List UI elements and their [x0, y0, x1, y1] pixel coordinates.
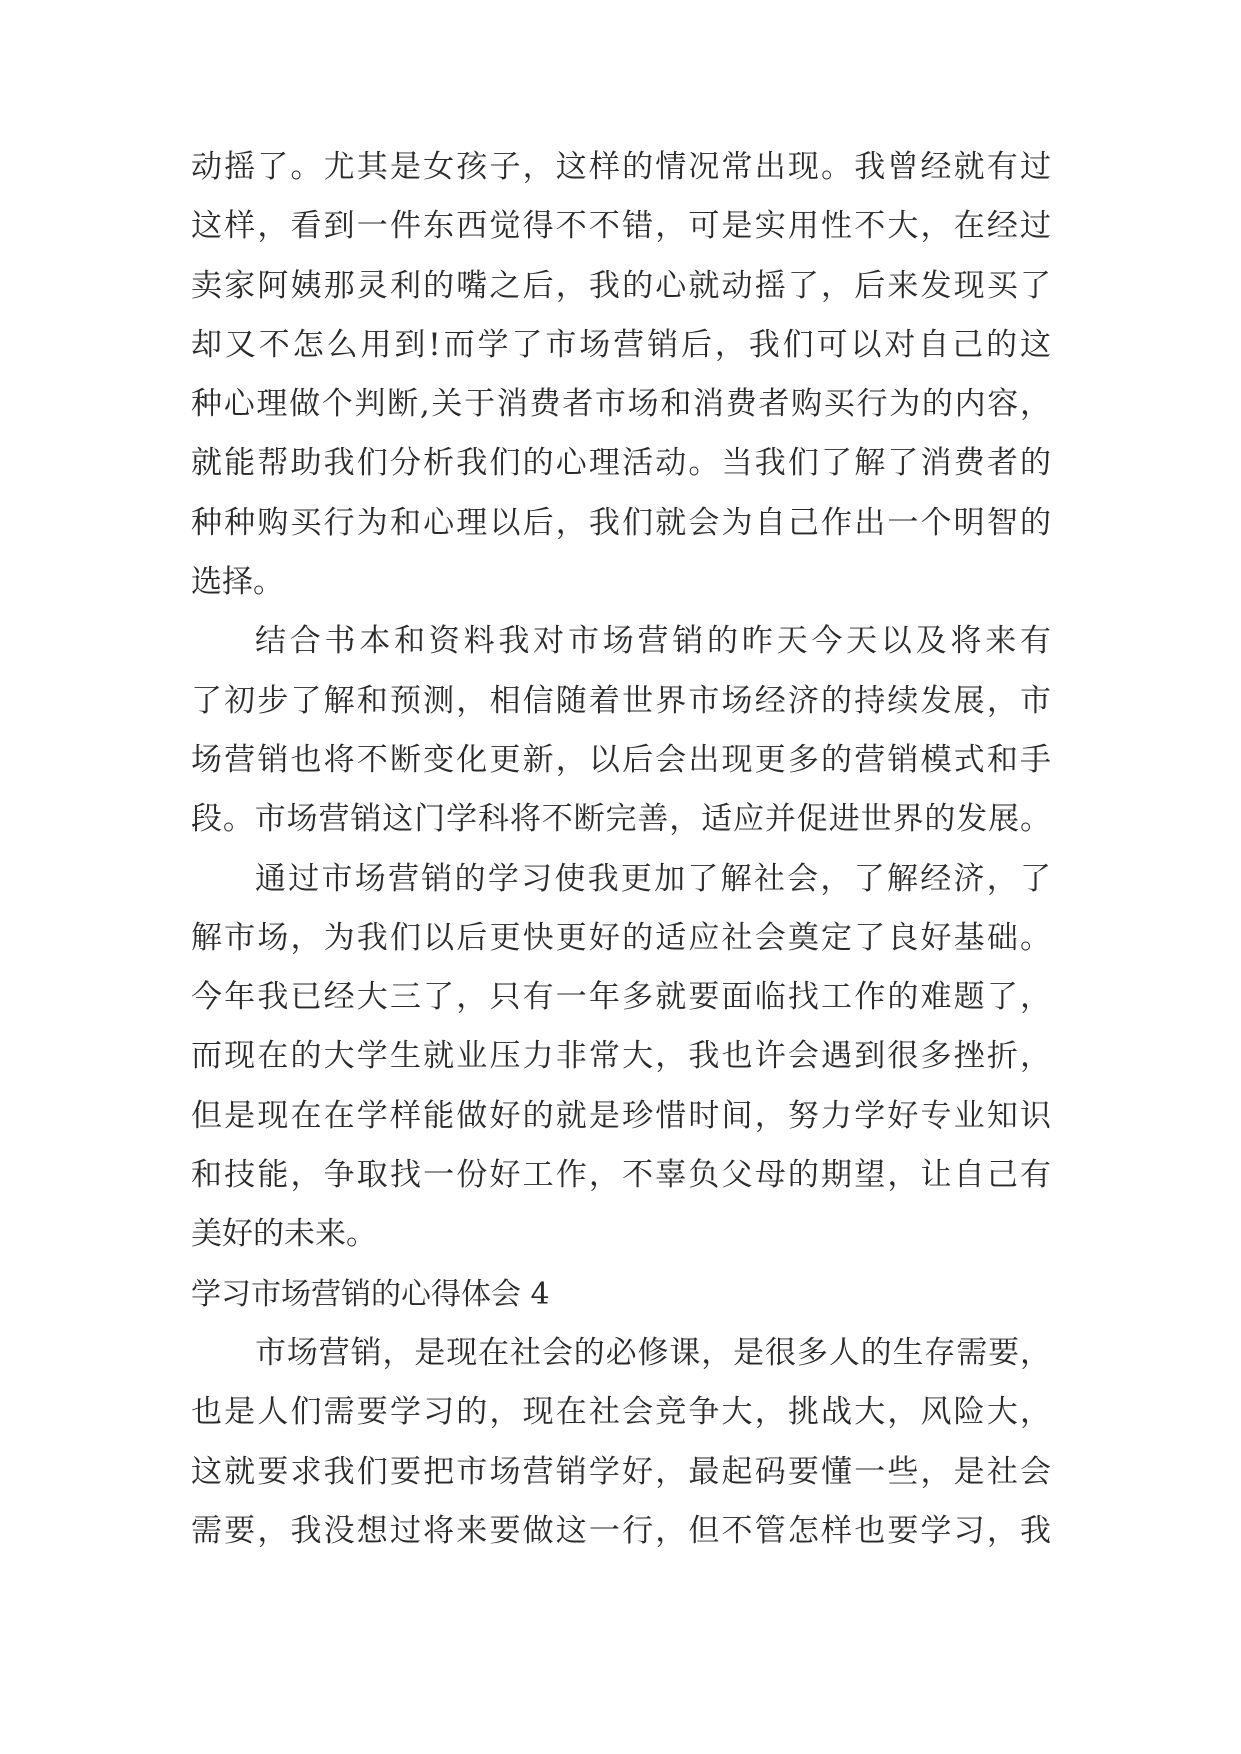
text-line: 却又不怎么用到!而学了市场营销后，我们可以对自己的这: [191, 326, 1051, 363]
section-heading: 学习市场营销的心得体会 4: [191, 1276, 550, 1312]
text-line: 通过市场营销的学习使我更加了解社会，了解经济，了: [255, 860, 1051, 897]
text-line: 但是现在在学样能做好的就是珍惜时间，努力学好专业知识: [191, 1097, 1051, 1134]
text-line: 市场营销，是现在社会的必修课，是很多人的生存需要，: [255, 1334, 1051, 1371]
text-line: 场营销也将不断变化更新，以后会出现更多的营销模式和手: [191, 741, 1051, 778]
text-line: 和技能，争取找一份好工作，不辜负父母的期望，让自己有: [191, 1157, 1051, 1194]
text-line: 今年我已经大三了，只有一年多就要面临找工作的难题了，: [191, 979, 1051, 1016]
text-line: 这就要求我们要把市场营销学好，最起码要懂一些，是社会: [191, 1453, 1051, 1490]
text-line: 段。市场营销这门学科将不断完善，适应并促进世界的发展。: [191, 801, 1051, 838]
text-line: 动摇了。尤其是女孩子，这样的情况常出现。我曾经就有过: [191, 149, 1051, 185]
text-line: 卖家阿姨那灵利的嘴之后，我的心就动摇了，后来发现买了: [191, 267, 1051, 304]
text-line: 种种购买行为和心理以后，我们就会为自己作出一个明智的: [191, 504, 1051, 541]
text-line: 需要，我没想过将来要做这一行，但不管怎样也要学习，我: [191, 1512, 1051, 1549]
text-line: 而现在的大学生就业压力非常大，我也许会遇到很多挫折，: [191, 1038, 1051, 1075]
text-line: 这样，看到一件东西觉得不不错，可是实用性不大，在经过: [191, 208, 1051, 245]
text-line: 就能帮助我们分析我们的心理活动。当我们了解了消费者的: [191, 445, 1051, 482]
text-line: 也是人们需要学习的，现在社会竞争大，挑战大，风险大，: [191, 1394, 1051, 1431]
text-line: 解市场，为我们以后更快更好的适应社会奠定了良好基础。: [191, 919, 1051, 956]
text-line: 美好的未来。: [191, 1216, 377, 1253]
body-text: [191, 138, 1051, 1561]
text-line: 选择。: [191, 564, 284, 601]
text-line: 结合书本和资料我对市场营销的昨天今天以及将来有: [255, 623, 1051, 660]
text-line: 了初步了解和预测，相信随着世界市场经济的持续发展，市: [191, 682, 1051, 719]
text-line: 种心理做个判断,关于消费者市场和消费者购买行为的内容，: [191, 386, 1051, 423]
